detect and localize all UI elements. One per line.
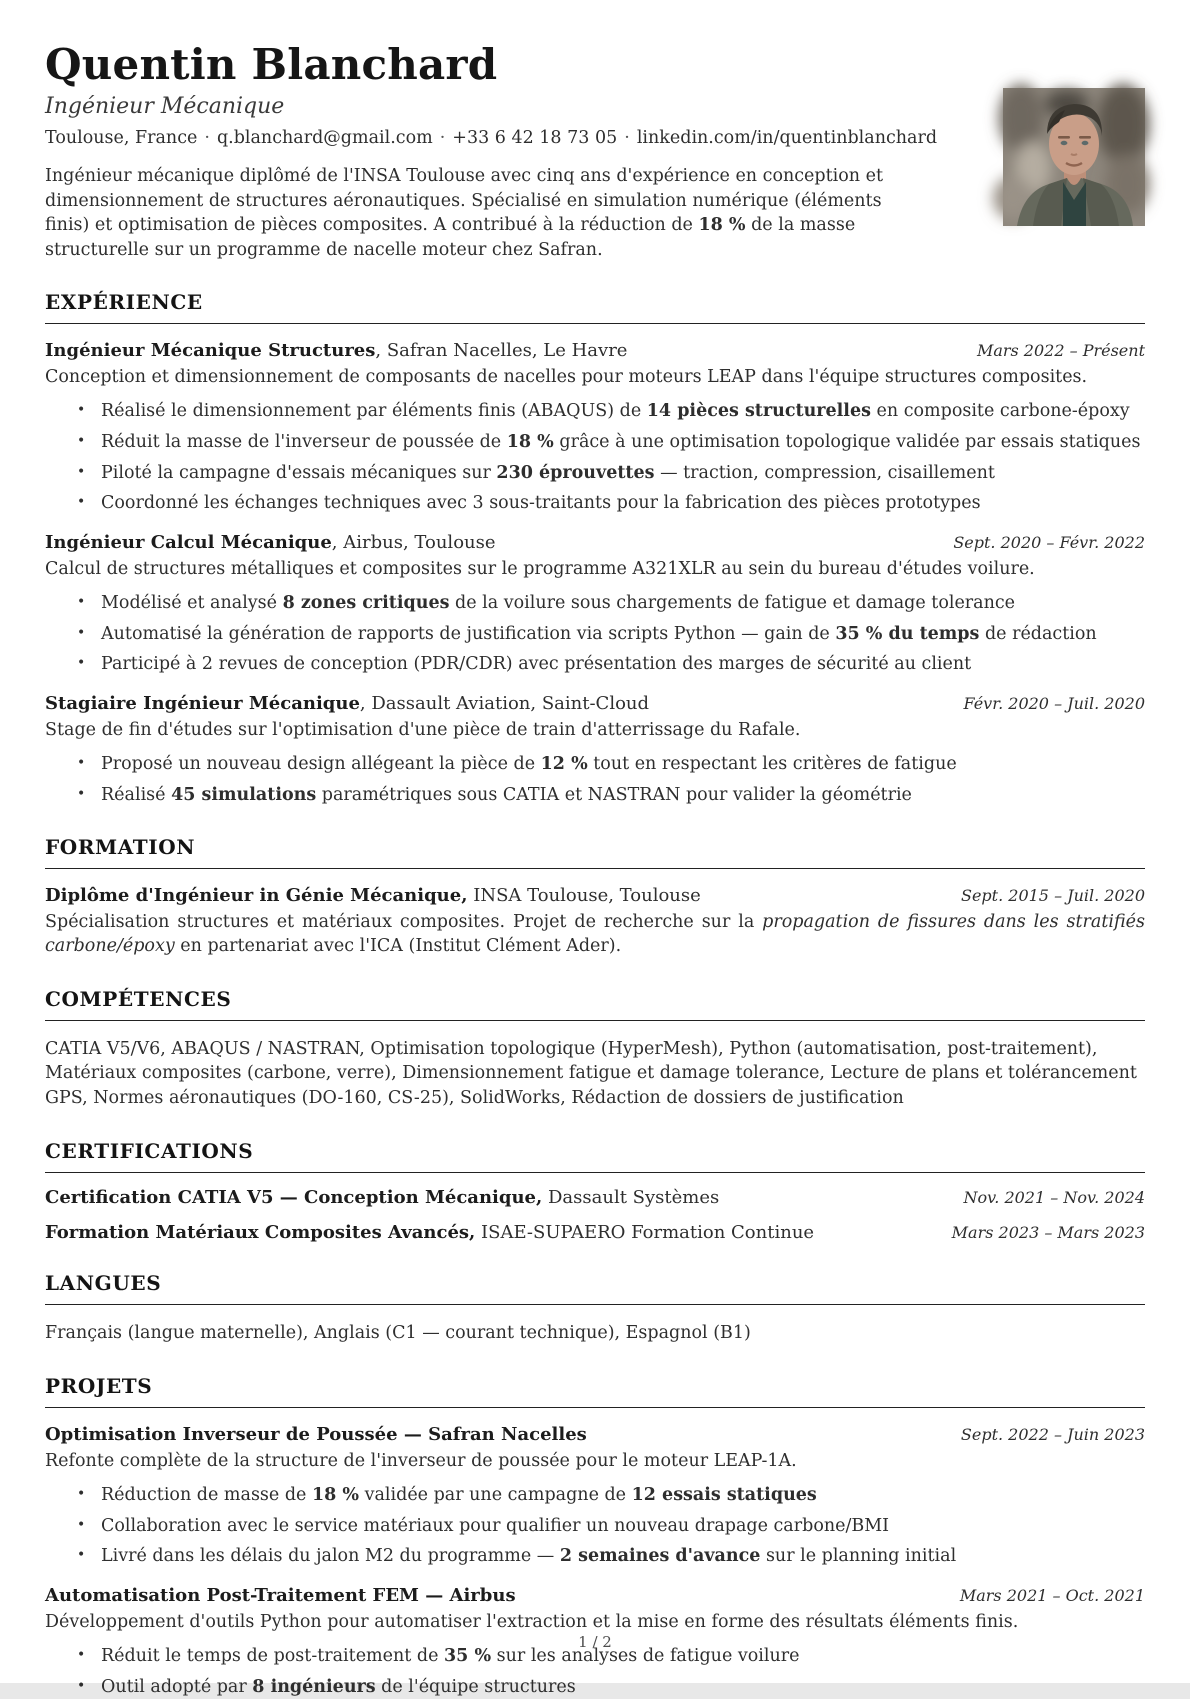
bullet-item: • Réalisé le dimensionnement par éléments finis (ABAQUS) de 14 pièces structurelles en composite carbone-époxy xyxy=(101,400,1145,424)
entry-title-company: , Dassault Aviation, Saint-Cloud xyxy=(359,692,650,714)
cv-header xyxy=(45,42,1145,262)
entry-title xyxy=(45,1222,814,1243)
section-competences xyxy=(45,987,1145,1112)
entry-head xyxy=(45,1187,1145,1208)
entry-head xyxy=(45,1585,1145,1606)
project-entry xyxy=(45,1424,1145,1569)
section-heading-projets: PROJETS xyxy=(45,1374,1145,1408)
entry-dates: Nov. 2021 – Nov. 2024 xyxy=(963,1188,1145,1208)
bullet-item: • Réduit le temps de post-traitement de 35 % sur les analyses de fatigue voilure xyxy=(101,1645,1145,1669)
experience-entry xyxy=(45,532,1145,677)
contact-email[interactable]: q.blanchard@gmail.com xyxy=(216,128,433,149)
profile-photo xyxy=(1003,88,1145,226)
entry-dates: Sept. 2022 – Juin 2023 xyxy=(960,1424,1145,1444)
section-heading-experience: EXPÉRIENCE xyxy=(45,290,1145,324)
entry-title-school: INSA Toulouse, Toulouse xyxy=(467,885,701,907)
bullet-list xyxy=(45,592,1145,677)
entry-head xyxy=(45,1222,1145,1243)
entry-title-cert: Certification CATIA V5 — Conception Mécanique, xyxy=(45,1187,543,1209)
entry-title-issuer: Dassault Systèmes xyxy=(542,1187,720,1209)
contact-phone: +33 6 42 18 73 05 xyxy=(452,128,618,149)
experience-entry xyxy=(45,693,1145,807)
entry-title xyxy=(45,885,701,906)
entry-title xyxy=(45,693,649,714)
entry-description: Refonte complète de la structure de l'inverseur de poussée pour le moteur LEAP-1A. xyxy=(45,1450,797,1471)
person-name: Quentin Blanchard xyxy=(45,40,498,89)
separator-dot: · xyxy=(204,128,210,149)
bullet-item: • Réduit la masse de l'inverseur de poussée de 18 % grâce à une optimisation topologique validée par essais statiques xyxy=(101,431,1145,455)
bullet-item: • Livré dans les délais du jalon M2 du programme — 2 semaines d'avance sur le planning initial xyxy=(101,1545,1145,1569)
section-heading-formation: FORMATION xyxy=(45,835,1145,869)
entry-dates: Mars 2021 – Oct. 2021 xyxy=(959,1585,1145,1605)
bullet-list xyxy=(45,400,1145,516)
certification-entry xyxy=(45,1187,1145,1208)
entry-dates: Sept. 2015 – Juil. 2020 xyxy=(960,886,1145,906)
entry-title-company: , Airbus, Toulouse xyxy=(331,531,496,553)
bullet-list xyxy=(45,1645,1145,1699)
profile-summary: Ingénieur mécanique diplômé de l'INSA Toulouse avec cinq ans d'expérience en conception et dimensionnement de structures aéronautiques. Spécialisé en simulation numérique (éléments finis) et optimisation de pièces composites. A contribué à la réduction de 18 % de la masse structurelle sur un programme de nacelle moteur chez Safran. xyxy=(45,166,884,260)
entry-title-cert: Formation Matériaux Composites Avancés, xyxy=(45,1222,476,1244)
entry-title-role: Stagiaire Ingénieur Mécanique xyxy=(45,692,360,714)
entry-description: Conception et dimensionnement de composants de nacelles pour moteurs LEAP dans l'équipe structures composites. xyxy=(45,367,1088,388)
bullet-list xyxy=(45,1484,1145,1569)
entry-dates: Mars 2023 – Mars 2023 xyxy=(951,1223,1145,1243)
bullet-item: • Collaboration avec le service matériaux pour qualifier un nouveau drapage carbone/BMI xyxy=(101,1515,1145,1539)
contact-linkedin[interactable]: linkedin.com/in/quentinblanchard xyxy=(636,128,938,149)
contact-line xyxy=(45,128,1145,148)
bullet-item: • Coordonné les échanges techniques avec 3 sous-traitants pour la fabrication des pièces prototypes xyxy=(101,492,1145,516)
entry-head xyxy=(45,532,1145,553)
languages-text: Français (langue maternelle), Anglais (C1 — courant technique), Espagnol (B1) xyxy=(45,1323,751,1344)
bullet-item: • Modélisé et analysé 8 zones critiques de la voilure sous chargements de fatigue et damage tolerance xyxy=(101,592,1145,616)
entry-head xyxy=(45,885,1145,906)
entry-description: Développement d'outils Python pour automatiser l'extraction et la mise en forme des résultats éléments finis. xyxy=(45,1611,1019,1632)
profile-photo-image xyxy=(1003,88,1145,226)
section-formation xyxy=(45,835,1145,958)
section-langues xyxy=(45,1271,1145,1346)
bullet-item: • Outil adopté par 8 ingénieurs de l'équipe structures xyxy=(101,1676,1145,1699)
formation-entry xyxy=(45,885,1145,958)
page-footer xyxy=(0,1633,1190,1651)
entry-dates: Mars 2022 – Présent xyxy=(976,341,1145,361)
entry-title-project: Automatisation Post-Traitement FEM — Airbus xyxy=(45,1584,516,1606)
page-number: 1 / 2 xyxy=(578,1633,612,1651)
entry-title xyxy=(45,1585,516,1606)
entry-dates: Sept. 2020 – Févr. 2022 xyxy=(953,532,1145,552)
entry-head xyxy=(45,340,1145,361)
separator-dot: · xyxy=(439,128,446,149)
entry-description: Spécialisation structures et matériaux composites. Projet de recherche sur la propagation de fissures dans les stratifiés carbone/époxy en partenariat avec l'ICA (Institut Clément Ader). xyxy=(45,912,1145,957)
entry-title-company: , Safran Nacelles, Le Havre xyxy=(375,340,628,362)
entry-title xyxy=(45,1424,587,1445)
section-heading-certifications: CERTIFICATIONS xyxy=(45,1139,1145,1173)
section-heading-langues: LANGUES xyxy=(45,1271,1145,1305)
entry-title xyxy=(45,532,496,553)
bullet-item: • Piloté la campagne d'essais mécaniques sur 230 éprouvettes — traction, compression, cisaillement xyxy=(101,462,1145,486)
bullet-item: • Participé à 2 revues de conception (PDR/CDR) avec présentation des marges de sécurité au client xyxy=(101,653,1145,677)
entry-dates: Févr. 2020 – Juil. 2020 xyxy=(963,693,1145,713)
entry-description: Stage de fin d'études sur l'optimisation d'une pièce de train d'atterrissage du Rafale. xyxy=(45,719,801,740)
entry-title xyxy=(45,340,627,361)
section-certifications xyxy=(45,1139,1145,1243)
entry-head xyxy=(45,693,1145,714)
section-heading-competences: COMPÉTENCES xyxy=(45,987,1145,1021)
entry-title-role: Ingénieur Calcul Mécanique xyxy=(45,531,332,553)
bullet-item: • Proposé un nouveau design allégeant la pièce de 12 % tout en respectant les critères de fatigue xyxy=(101,753,1145,777)
entry-title-degree: Diplôme d'Ingénieur in Génie Mécanique, xyxy=(45,885,468,907)
separator-dot: · xyxy=(624,128,630,149)
skills-text: CATIA V5/V6, ABAQUS / NASTRAN, Optimisation topologique (HyperMesh), Python (automatisation, post-traitement), Matériaux composites (carbone, verre), Dimensionnement fatigue et damage tolerance, Lecture de plans et tolérancement GPS, Normes aéronautiques (DO-160, CS-25), SolidWorks, Rédaction de dossiers de justification xyxy=(45,1038,1137,1109)
entry-title-role: Ingénieur Mécanique Structures xyxy=(45,340,376,362)
experience-entry xyxy=(45,340,1145,516)
certification-entry xyxy=(45,1222,1145,1243)
bullet-item: • Réduction de masse de 18 % validée par une campagne de 12 essais statiques xyxy=(101,1484,1145,1508)
entry-head xyxy=(45,1424,1145,1445)
person-job-title: Ingénieur Mécanique xyxy=(45,94,285,120)
contact-location: Toulouse, France xyxy=(45,128,198,149)
section-experience xyxy=(45,290,1145,807)
entry-title-project: Optimisation Inverseur de Poussée — Safran Nacelles xyxy=(45,1423,587,1445)
bullet-item: • Automatisé la génération de rapports de justification via scripts Python — gain de 35 % du temps de rédaction xyxy=(101,623,1145,647)
bullet-item: • Réalisé 45 simulations paramétriques sous CATIA et NASTRAN pour valider la géométrie xyxy=(101,784,1145,808)
entry-title-issuer: ISAE-SUPAERO Formation Continue xyxy=(475,1222,815,1244)
bullet-list xyxy=(45,753,1145,807)
entry-description: Calcul de structures métalliques et composites sur le programme A321XLR au sein du bureau d'études voilure. xyxy=(45,558,1035,579)
entry-title xyxy=(45,1187,719,1208)
